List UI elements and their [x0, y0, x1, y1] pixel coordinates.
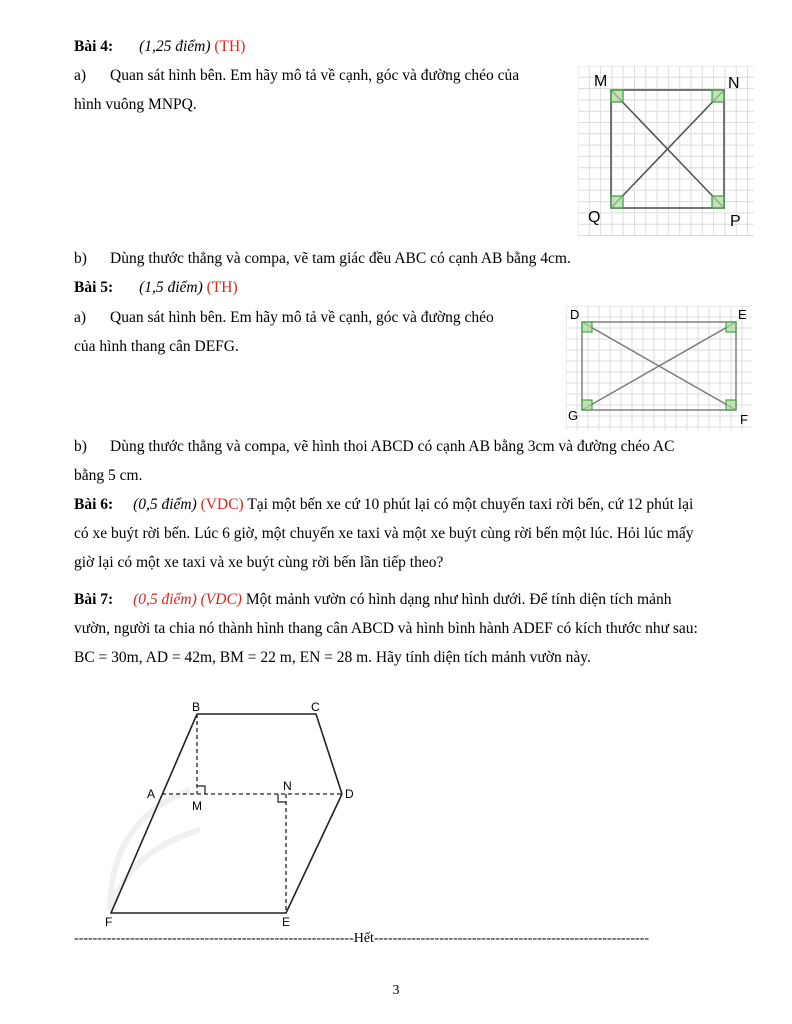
- bai7-level: (VDC): [200, 591, 242, 608]
- label-f: F: [740, 412, 748, 427]
- bai5-a-text1: Quan sát hình bên. Em hãy mô tả về cạnh, góc và đường chéo: [110, 309, 494, 326]
- bai4-heading: [74, 37, 245, 57]
- label-q: Q: [588, 209, 601, 226]
- label-n: N: [283, 779, 292, 793]
- garden-figure: [100, 700, 370, 930]
- bai7-text1: Một mảnh vườn có hình dạng như hình dưới. Để tính diện tích mảnh: [245, 591, 672, 608]
- bai6-line2: có xe buýt rời bến. Lúc 6 giờ, một chuyến xe taxi và một xe buýt cùng rời bến một lúc. Hỏi lúc mấy: [74, 525, 694, 542]
- bai6-line1: [74, 495, 693, 515]
- label-p: P: [730, 213, 741, 230]
- right-angle-m: [611, 90, 623, 102]
- bai5-a-line2: của hình thang cân DEFG.: [74, 338, 239, 355]
- right-angle-e: [726, 322, 736, 332]
- right-angle-n: [278, 794, 286, 802]
- bai4-b-line: [74, 249, 571, 269]
- bai7-line2: vườn, người ta chia nó thành hình thang cân ABCD và hình bình hành ADEF có kích thước như sau:: [74, 620, 698, 637]
- trapezoid-top: [197, 714, 342, 794]
- bai5-title: Bài 5:: [74, 279, 114, 296]
- bai7-line3: BC = 30m, AD = 42m, BM = 22 m, EN = 28 m. Hãy tính diện tích mảnh vườn này.: [74, 649, 591, 666]
- bai5-heading: [74, 278, 238, 298]
- bai6-points: (0,5 điểm): [133, 496, 197, 513]
- bai4-title: Bài 4:: [74, 38, 114, 55]
- label-n: N: [728, 75, 740, 92]
- bai6-line3: giờ lại có một xe taxi và xe buýt cùng rời bến lần tiếp theo?: [74, 554, 444, 571]
- bai5-b-line1: [74, 437, 675, 457]
- bai5-points: (1,5 điểm): [139, 279, 203, 296]
- label-a: A: [147, 787, 156, 801]
- end-dashes-right: -----------------------------------------------------------: [373, 931, 650, 946]
- right-angle-d: [582, 322, 592, 332]
- bai4-a-marker: a): [74, 67, 87, 84]
- label-g: G: [568, 408, 579, 423]
- label-m: M: [192, 799, 202, 813]
- page-number: 3: [392, 983, 400, 998]
- right-angle-g: [582, 400, 592, 410]
- right-angle-q: [611, 196, 623, 208]
- bai7-points: (0,5 điểm): [133, 591, 197, 608]
- end-word: Hết: [353, 931, 374, 946]
- bai5-a-marker: a): [74, 309, 87, 326]
- bai7-line1: [74, 590, 671, 610]
- label-e: E: [282, 915, 291, 929]
- bai7-title: Bài 7:: [74, 591, 114, 608]
- bai5-a-line1: [74, 308, 494, 328]
- end-marker: [74, 929, 746, 949]
- bai5-b-marker: b): [74, 438, 87, 455]
- bai4-a-line2: hình vuông MNPQ.: [74, 96, 197, 113]
- bai4-points: (1,25 điểm): [139, 38, 211, 55]
- bai6-title: Bài 6:: [74, 496, 114, 513]
- end-dashes-left: ------------------------------------------------------------: [74, 931, 354, 946]
- label-m: M: [594, 73, 608, 90]
- bai4-b-text: Dùng thước thẳng và compa, vẽ tam giác đều ABC có cạnh AB bằng 4cm.: [110, 250, 571, 267]
- label-c: C: [311, 700, 320, 714]
- bai4-b-marker: b): [74, 250, 87, 267]
- right-angle-m: [197, 786, 205, 794]
- bai5-b-text1: Dùng thước thẳng và compa, vẽ hình thoi ABCD có cạnh AB bằng 3cm và đường chéo AC: [110, 438, 675, 455]
- label-f: F: [105, 915, 113, 929]
- bai4-a-line1: [74, 66, 562, 86]
- label-d: D: [345, 787, 354, 801]
- bai5-b-line2: bằng 5 cm.: [74, 467, 143, 484]
- bai4-level: (TH): [214, 38, 246, 55]
- right-angle-f: [726, 400, 736, 410]
- label-b: B: [192, 700, 201, 714]
- bai5-level: (TH): [206, 279, 238, 296]
- label-e: E: [738, 307, 747, 322]
- bai6-level: (VDC): [200, 496, 244, 513]
- label-d: D: [570, 307, 580, 322]
- right-angle-p: [712, 196, 724, 208]
- right-angle-n: [712, 90, 724, 102]
- bai6-text1: Tại một bến xe cứ 10 phút lại có một chuyến taxi rời bến, cứ 12 phút lại: [247, 496, 694, 513]
- bai4-a-text1: Quan sát hình bên. Em hãy mô tả về cạnh, góc và đường chéo của: [110, 67, 520, 84]
- watermark: [110, 790, 200, 910]
- square-mnpq-figure: [578, 66, 754, 236]
- trapezoid-defg-figure: [566, 306, 752, 430]
